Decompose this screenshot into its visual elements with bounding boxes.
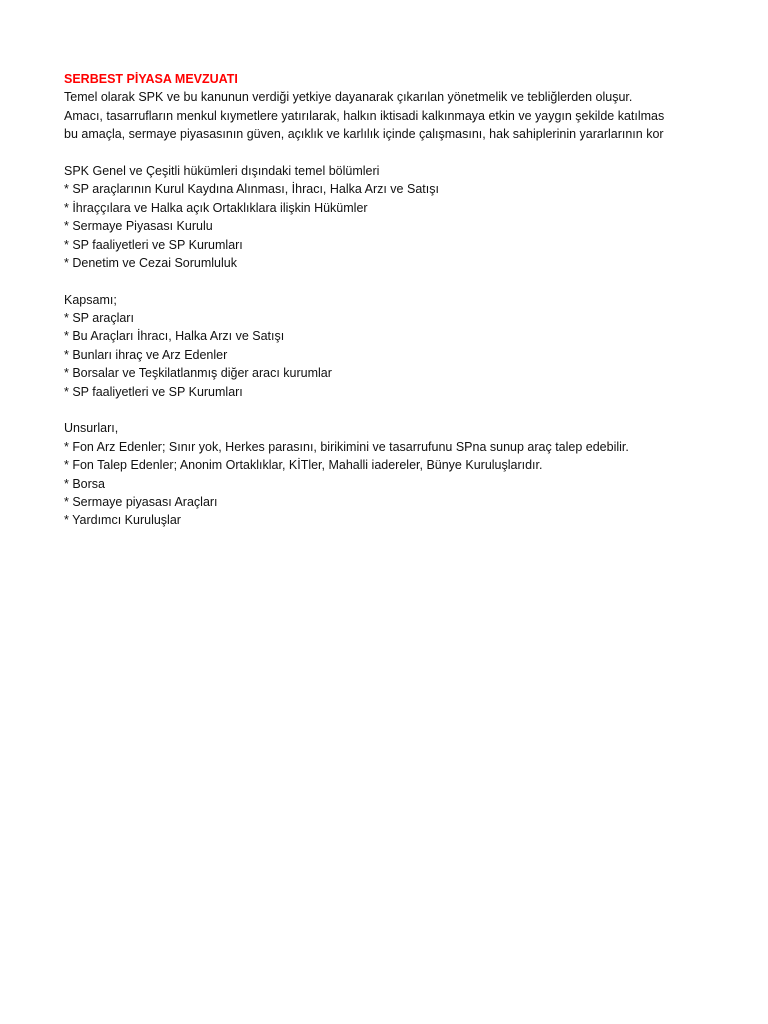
list-item: * Yardımcı Kuruluşlar bbox=[64, 513, 181, 528]
list-item: * Borsa bbox=[64, 476, 105, 491]
list-item: * Sermaye piyasası Araçları bbox=[64, 494, 218, 509]
list-item: * Bu Araçları İhracı, Halka Arzı ve Satışı bbox=[64, 329, 285, 344]
list-item: * SP faaliyetleri ve SP Kurumları bbox=[64, 237, 243, 252]
list-item: * Fon Arz Edenler; Sınır yok, Herkes parasını, birikimini ve tasarrufunu SPna sunup araç talep edebilir. bbox=[64, 439, 629, 454]
list-item: * SP araçları bbox=[64, 311, 134, 326]
document-title: SERBEST PİYASA MEVZUATI bbox=[64, 72, 238, 86]
section-elements bbox=[64, 419, 668, 529]
document-page bbox=[64, 70, 668, 530]
list-item: * Fon Talep Edenler; Anonim Ortaklıklar, KİTler, Mahalli iadereler, Bünye Kuruluşlarıdır. bbox=[64, 458, 543, 473]
list-item: * Sermaye Piyasası Kurulu bbox=[64, 219, 213, 234]
section-heading: SPK Genel ve Çeşitli hükümleri dışındaki temel bölümleri bbox=[64, 163, 380, 178]
list-item: * Borsalar ve Teşkilatlanmış diğer aracı kurumlar bbox=[64, 366, 332, 381]
intro-line: Amacı, tasarrufların menkul kıymetlere yatırılarak, halkın iktisadi kalkınmaya etkin ve yaygın şekilde katılmas bbox=[64, 108, 665, 123]
list-item: * Bunları ihraç ve Arz Edenler bbox=[64, 347, 228, 362]
spacer bbox=[64, 401, 668, 419]
list-item: * SP faaliyetleri ve SP Kurumları bbox=[64, 384, 243, 399]
intro-line: Temel olarak SPK ve bu kanunun verdiği yetkiye dayanarak çıkarılan yönetmelik ve tebliğlerden oluşur. bbox=[64, 90, 633, 105]
list-item: * Denetim ve Cezai Sorumluluk bbox=[64, 255, 237, 270]
list-item: * İhraççılara ve Halka açık Ortaklıklara ilişkin Hükümler bbox=[64, 200, 368, 215]
section-main-parts bbox=[64, 162, 668, 272]
section-scope bbox=[64, 291, 668, 401]
spacer bbox=[64, 272, 668, 290]
spacer bbox=[64, 144, 668, 162]
list-item: * SP araçlarının Kurul Kaydına Alınması, İhracı, Halka Arzı ve Satışı bbox=[64, 182, 439, 197]
intro-line: bu amaçla, sermaye piyasasının güven, açıklık ve karlılık içinde çalışmasını, hak sahiplerinin yararlarının kor bbox=[64, 127, 664, 142]
section-heading: Kapsamı; bbox=[64, 292, 117, 307]
section-heading: Unsurları, bbox=[64, 421, 119, 436]
